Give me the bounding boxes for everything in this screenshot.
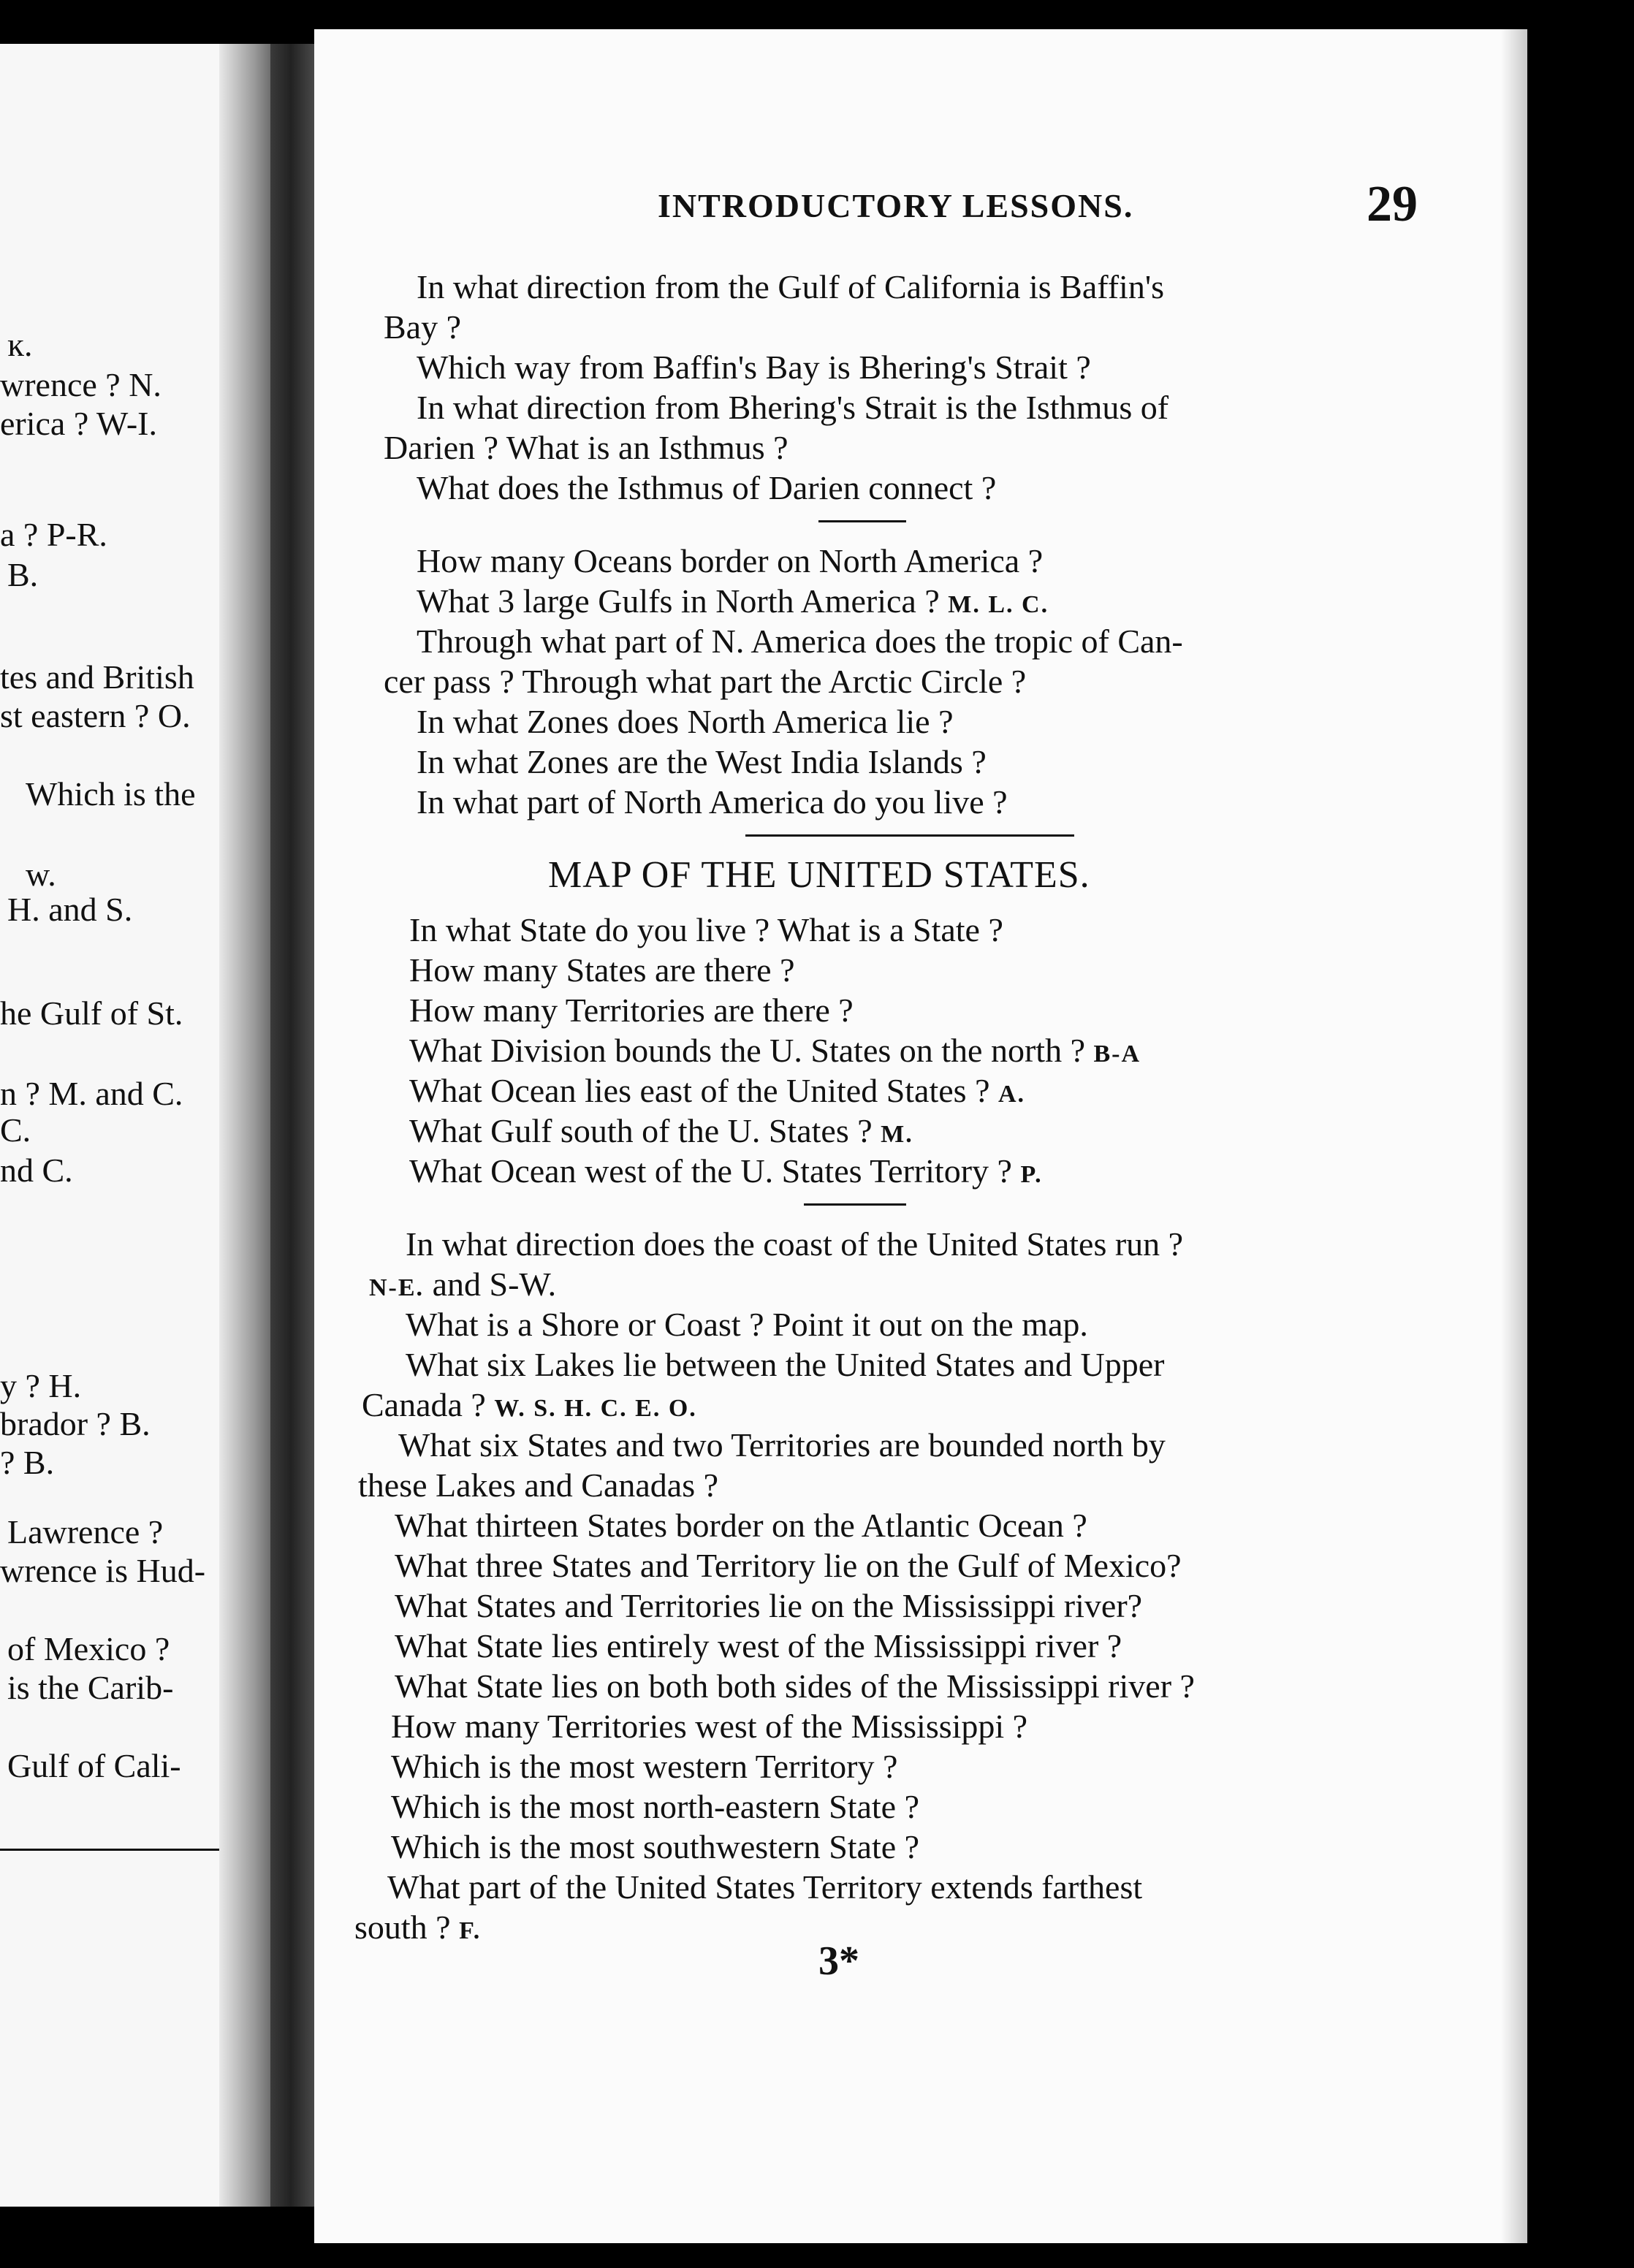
text-line: What does the Isthmus of Darien connect ? <box>417 469 997 506</box>
text-line: What State lies on both both sides of the Mississippi river ? <box>395 1667 1195 1705</box>
text-line: Bay ? <box>384 308 462 346</box>
text-line: What six Lakes lie between the United States and Upper <box>406 1346 1165 1383</box>
text-line: Darien ? What is an Isthmus ? <box>384 429 788 466</box>
text-line: In what part of North America do you live ? <box>417 783 1008 821</box>
text-line <box>362 1388 697 1422</box>
left-page-line: Gulf of Cali- <box>7 1747 181 1784</box>
left-page-line: Lawrence ? <box>7 1513 164 1550</box>
left-page-line: is the Carib- <box>7 1669 174 1706</box>
text-line: What State lies entirely west of the Mississippi river ? <box>395 1627 1122 1664</box>
answer-hint: B-A <box>1093 1040 1141 1068</box>
question-text: south ? <box>354 1909 451 1946</box>
question-text: What Ocean lies east of the United States ? <box>409 1072 990 1109</box>
section-heading: MAP OF THE UNITED STATES. <box>548 854 1090 896</box>
text-line: What three States and Territory lie on the Gulf of Mexico? <box>395 1547 1182 1584</box>
text-line: In what State do you live ? What is a State ? <box>409 911 1003 948</box>
answer-hint: M. L. C. <box>948 591 1049 618</box>
left-page-line: he Gulf of St. <box>0 994 183 1032</box>
question-text: What Ocean west of the U. States Territory ? <box>409 1152 1012 1190</box>
text-line: What part of the United States Territory extends farthest <box>387 1868 1143 1906</box>
text-line: How many Territories are there ? <box>409 992 854 1029</box>
answer-hint: F. <box>459 1917 482 1944</box>
left-page-line: H. and S. <box>7 891 133 928</box>
text-line <box>409 1074 1025 1108</box>
text-line: What six States and two Territories are bounded north by <box>398 1426 1166 1464</box>
left-page-line: B. <box>7 556 39 593</box>
text-line <box>369 1268 556 1301</box>
text-line: How many States are there ? <box>409 951 795 989</box>
text-line: What is a Shore or Coast ? Point it out on the map. <box>406 1306 1088 1343</box>
left-page-line: wrence ? N. <box>0 366 162 403</box>
question-text: and S-W. <box>432 1266 557 1303</box>
left-page-rule <box>0 1849 241 1851</box>
question-text: Canada ? <box>362 1386 486 1423</box>
text-line: How many Territories west of the Mississippi ? <box>391 1708 1028 1745</box>
section-divider <box>804 1203 906 1206</box>
left-page-line: ĸ. <box>7 326 33 363</box>
left-page-line: of Mexico ? <box>7 1630 170 1667</box>
left-page-line: ? B. <box>0 1444 55 1481</box>
text-line: Which way from Baffin's Bay is Bhering's Strait ? <box>417 349 1091 386</box>
text-line: Which is the most southwestern State ? <box>391 1828 920 1865</box>
left-page-line: st eastern ? O. <box>0 697 191 734</box>
left-page-line: w. <box>26 856 56 893</box>
text-line: In what direction does the coast of the United States run ? <box>406 1225 1184 1263</box>
left-page-line: erica ? W-I. <box>0 405 157 442</box>
text-line: What thirteen States border on the Atlantic Ocean ? <box>395 1507 1087 1544</box>
text-line: In what direction from the Gulf of California is Baffin's <box>417 268 1165 305</box>
text-line: cer pass ? Through what part the Arctic Circle ? <box>384 663 1027 700</box>
section-divider <box>745 834 1074 837</box>
left-page-line: Which is the <box>26 775 196 813</box>
book-page <box>314 29 1527 2243</box>
text-line <box>409 1034 1141 1068</box>
left-page-line: wrence is Hud- <box>0 1552 206 1589</box>
page-number: 29 <box>1367 176 1418 232</box>
answer-hint: P. <box>1020 1161 1043 1188</box>
text-line: these Lakes and Canadas ? <box>358 1466 719 1504</box>
left-page-line: a ? P-R. <box>0 516 107 553</box>
text-line: Which is the most western Territory ? <box>391 1748 898 1785</box>
answer-hint: N-E. <box>369 1274 425 1301</box>
left-page-line: brador ? B. <box>0 1405 151 1442</box>
answer-hint: M. <box>881 1121 913 1148</box>
answer-hint: W. S. H. C. E. O. <box>494 1395 697 1422</box>
text-line: What States and Territories lie on the Mississippi river? <box>395 1587 1143 1624</box>
text-line <box>354 1911 481 1944</box>
section-divider <box>818 520 906 522</box>
question-text: What Division bounds the U. States on the north ? <box>409 1032 1085 1069</box>
previous-page-fragment <box>0 44 278 2207</box>
running-head: INTRODUCTORY LESSONS. <box>658 187 1134 224</box>
text-line: Through what part of N. America does the tropic of Can- <box>417 623 1183 660</box>
question-text: What 3 large Gulfs in North America ? <box>417 582 940 620</box>
text-line: How many Oceans border on North America ? <box>417 542 1044 579</box>
left-page-line: n ? M. and C. <box>0 1075 183 1112</box>
text-line <box>409 1114 913 1148</box>
left-page-line: y ? H. <box>0 1367 82 1404</box>
question-text: What Gulf south of the U. States ? <box>409 1112 873 1149</box>
signature-mark: 3* <box>818 1938 859 1984</box>
left-page-line: tes and British <box>0 658 194 696</box>
text-line: In what direction from Bhering's Strait is the Isthmus of <box>417 389 1169 426</box>
text-line: In what Zones are the West India Islands ? <box>417 743 987 780</box>
text-line <box>417 582 1049 620</box>
text-line <box>409 1154 1043 1188</box>
text-line: Which is the most north-eastern State ? <box>391 1788 920 1825</box>
page-edge-shadow <box>1501 29 1527 2243</box>
text-line: In what Zones does North America lie ? <box>417 703 954 740</box>
answer-hint: A. <box>998 1081 1026 1108</box>
left-page-line: nd C. <box>0 1152 73 1189</box>
page-curl-shadow <box>219 44 278 2207</box>
left-page-line: C. <box>0 1111 31 1149</box>
